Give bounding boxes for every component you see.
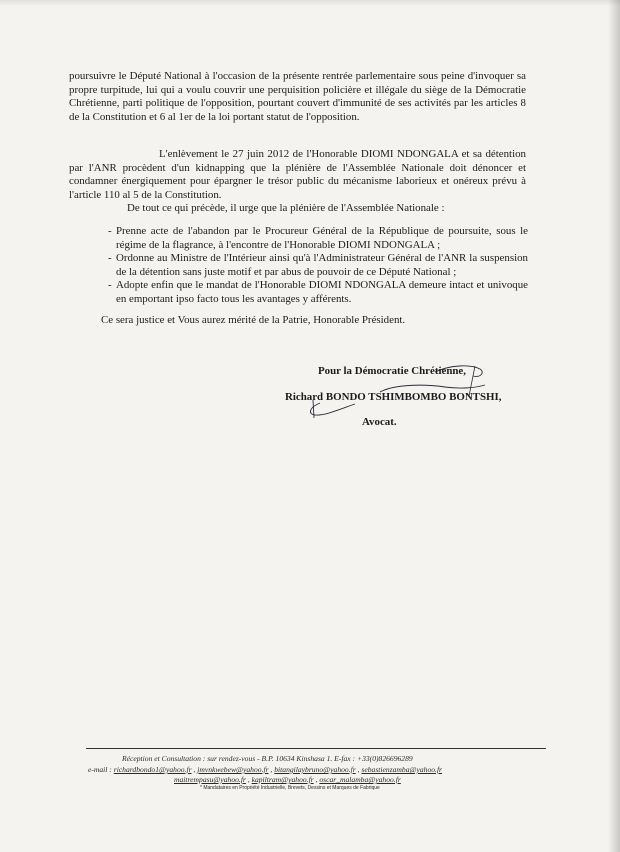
bullet-dash: - <box>108 252 112 265</box>
list-item-text: Adopte enfin que le mandat de l'Honorable DIOMI NDONGALA demeure intact et univoque en emportant ipso facto tous les avantages y afférents. <box>116 279 528 305</box>
paragraph-2: L'enlèvement le 27 juin 2012 de l'Honorable DIOMI NDONGALA et sa détention par l'ANR procèdent d'un kidnapping que la plénière de l'Assemblée Nationale doit dénoncer et condamner énergiquement pour épargner le trésor public du mécanisme laborieux et onéreux prévu à l'article 110 al 5 de la Constitution. <box>69 148 526 201</box>
bullet-dash: - <box>108 225 112 237</box>
paragraph-1: poursuivre le Député National à l'occasion de la présente rentrée parlementaire sous peine d'invoquer sa propre turpitude, lui qui a voulu couvrir une perquisition policière et illégale du siège de la Démocratie Chrétienne, parti politique de l'opposition, pourtant couvert d'immunité de ses activités par les articles 8 de la Constitution et 6 al 1er de la loi portant statut de l'opposition. <box>69 70 526 123</box>
email-link[interactable]: maitrempasu@yahoo.fr <box>174 775 246 784</box>
scan-edge-shadow <box>608 0 620 852</box>
list-item-text: Prenne acte de l'abandon par le Procureur Général de la République de poursuite, sous le régime de la flagrance, à l'encontre de l'Honorable DIOMI NDONGALA ; <box>116 225 528 251</box>
scan-top-shade <box>0 0 620 6</box>
footer-note: * Mandataires en Propriété Industrielle, Brevets, Dessins et Marques de Fabrique <box>200 785 380 791</box>
request-list <box>108 225 528 307</box>
email-label: e-mail : <box>88 765 112 774</box>
closing-sentence: Ce sera justice et Vous aurez mérité de la Patrie, Honorable Président. <box>101 314 406 326</box>
signature-organization: Pour la Démocratie Chrétienne, <box>318 365 466 377</box>
footer-emails-row-2: maitrempasu@yahoo.fr , kapiltram@yahoo.fr , oscar_malamba@yahoo.fr <box>174 775 401 784</box>
signatory-name: Richard BONDO TSHIMBOMBO BONTSHI, <box>285 391 502 403</box>
footer-divider <box>86 748 546 749</box>
list-item <box>108 225 528 252</box>
email-link[interactable]: sebastienzamba@yahoo.fr <box>361 765 443 774</box>
signatory-title: Avocat. <box>362 416 397 428</box>
bullet-dash: - <box>108 279 112 292</box>
email-link[interactable]: richardbondo1@yahoo.fr <box>113 765 192 774</box>
email-link[interactable]: kapiltram@yahoo.fr <box>251 775 314 784</box>
list-item-text: Ordonne au Ministre de l'Intérieur ainsi qu'à l'Administrateur Général de l'ANR la suspension de la détention sans juste motif et par abus de pouvoir de ce Député National ; <box>116 252 528 278</box>
email-link[interactable]: bitangilaybruno@yahoo.fr <box>274 765 356 774</box>
list-item <box>108 279 528 306</box>
footer-contact-line: Réception et Consultation : sur rendez-vous - B.P. 10634 Kinshasa 1. E-fax : +33(0)826696289 <box>122 754 413 763</box>
email-link[interactable]: jmvnkwebew@yahoo.fr <box>197 765 269 774</box>
paragraph-3: De tout ce qui précède, il urge que la plénière de l'Assemblée Nationale : <box>127 202 445 214</box>
footer-emails-row-1: e-mail : richardbondo1@yahoo.fr , jmvnkwebew@yahoo.fr , bitangilaybruno@yahoo.fr , sebastienzamba@yahoo.fr <box>88 765 443 774</box>
email-link[interactable]: oscar_malamba@yahoo.fr <box>319 775 401 784</box>
list-item <box>108 252 528 279</box>
